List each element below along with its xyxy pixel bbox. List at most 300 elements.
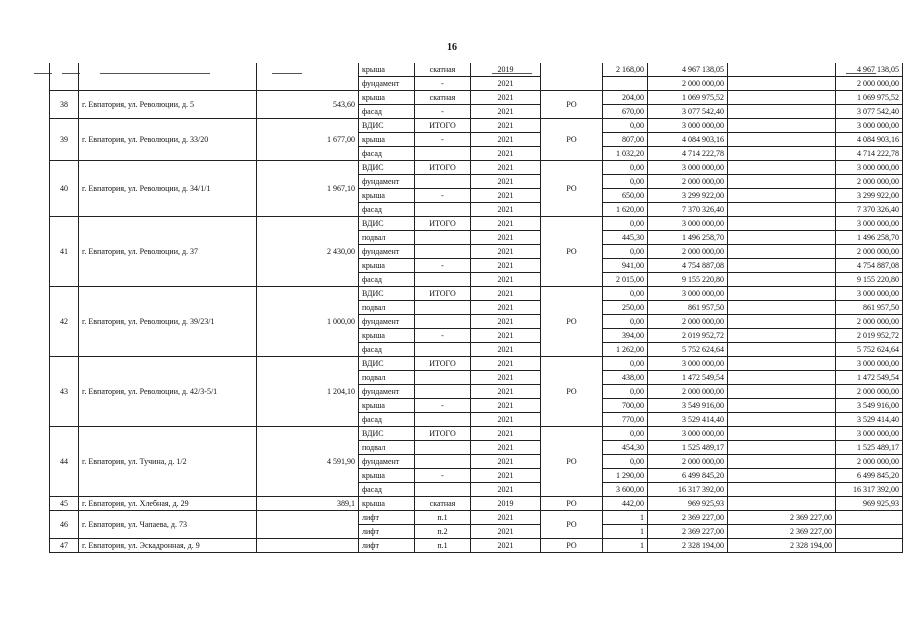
area-cell: 1 677,00 bbox=[257, 119, 359, 161]
year-cell: 2019 bbox=[471, 63, 541, 77]
year-cell: 2021 bbox=[471, 357, 541, 371]
total-cost-cell: 3 077 542,40 bbox=[836, 105, 903, 119]
method-cell: РО bbox=[541, 497, 603, 511]
work-subtype-cell: - bbox=[415, 133, 471, 147]
row-number-cell: 38 bbox=[50, 91, 79, 119]
volume-cell: 0,00 bbox=[603, 357, 648, 371]
extra-cost-cell bbox=[728, 399, 836, 413]
year-cell: 2021 bbox=[471, 385, 541, 399]
work-type-cell: фундамент bbox=[359, 77, 415, 91]
volume-cell: 0,00 bbox=[603, 287, 648, 301]
work-subtype-cell bbox=[415, 175, 471, 189]
total-cost-cell bbox=[836, 511, 903, 525]
work-type-cell: ВДИС bbox=[359, 357, 415, 371]
volume-cell: 0,00 bbox=[603, 175, 648, 189]
cost-cell: 3 529 414,40 bbox=[648, 413, 728, 427]
total-cost-cell: 1 069 975,52 bbox=[836, 91, 903, 105]
total-cost-cell: 1 525 489,17 bbox=[836, 441, 903, 455]
volume-cell: 442,00 bbox=[603, 497, 648, 511]
page-number: 16 bbox=[447, 42, 457, 53]
year-cell: 2021 bbox=[471, 119, 541, 133]
year-cell: 2021 bbox=[471, 175, 541, 189]
total-cost-cell: 16 317 392,00 bbox=[836, 483, 903, 497]
extra-cost-cell bbox=[728, 329, 836, 343]
work-type-cell: ВДИС bbox=[359, 161, 415, 175]
volume-cell: 1 bbox=[603, 539, 648, 553]
year-cell: 2021 bbox=[471, 259, 541, 273]
row-number-cell: 47 bbox=[50, 539, 79, 553]
work-subtype-cell: скатная bbox=[415, 497, 471, 511]
year-cell: 2021 bbox=[471, 133, 541, 147]
cost-cell: 3 077 542,40 bbox=[648, 105, 728, 119]
volume-cell: 0,00 bbox=[603, 455, 648, 469]
total-cost-cell: 969 925,93 bbox=[836, 497, 903, 511]
row-number-cell: 39 bbox=[50, 119, 79, 161]
cost-cell: 1 525 489,17 bbox=[648, 441, 728, 455]
year-cell: 2021 bbox=[471, 105, 541, 119]
work-type-cell: крыша bbox=[359, 63, 415, 77]
work-type-cell: крыша bbox=[359, 469, 415, 483]
capital-repair-table bbox=[49, 63, 903, 553]
work-type-cell: крыша bbox=[359, 91, 415, 105]
method-cell: РО bbox=[541, 119, 603, 161]
total-cost-cell: 3 000 000,00 bbox=[836, 357, 903, 371]
row-number-cell: 42 bbox=[50, 287, 79, 357]
work-type-cell: подвал bbox=[359, 371, 415, 385]
total-cost-cell: 3 000 000,00 bbox=[836, 161, 903, 175]
cost-cell: 969 925,93 bbox=[648, 497, 728, 511]
method-cell: РО bbox=[541, 287, 603, 357]
year-cell: 2021 bbox=[471, 455, 541, 469]
address-cell: г. Евпатория, ул. Революции, д. 5 bbox=[79, 91, 257, 119]
work-type-cell: крыша bbox=[359, 497, 415, 511]
work-subtype-cell bbox=[415, 273, 471, 287]
work-type-cell: крыша bbox=[359, 399, 415, 413]
table-row bbox=[50, 427, 903, 441]
extra-cost-cell bbox=[728, 469, 836, 483]
total-cost-cell: 4 754 887,08 bbox=[836, 259, 903, 273]
year-cell: 2021 bbox=[471, 483, 541, 497]
work-subtype-cell: ИТОГО bbox=[415, 217, 471, 231]
cost-cell: 4 967 138,05 bbox=[648, 63, 728, 77]
work-type-cell: фасад bbox=[359, 413, 415, 427]
year-cell: 2021 bbox=[471, 413, 541, 427]
table-row bbox=[50, 63, 903, 77]
extra-cost-cell bbox=[728, 357, 836, 371]
extra-cost-cell bbox=[728, 259, 836, 273]
cost-cell: 2 328 194,00 bbox=[648, 539, 728, 553]
volume-cell: 0,00 bbox=[603, 427, 648, 441]
work-type-cell: крыша bbox=[359, 329, 415, 343]
cost-cell: 861 957,50 bbox=[648, 301, 728, 315]
work-subtype-cell: ИТОГО bbox=[415, 357, 471, 371]
area-cell: 1 000,00 bbox=[257, 287, 359, 357]
volume-cell: 670,00 bbox=[603, 105, 648, 119]
address-cell: г. Евпатория, ул. Революции, д. 42/3-5/1 bbox=[79, 357, 257, 427]
work-type-cell: фундамент bbox=[359, 385, 415, 399]
extra-cost-cell bbox=[728, 273, 836, 287]
area-cell bbox=[257, 539, 359, 553]
volume-cell: 2 015,00 bbox=[603, 273, 648, 287]
work-type-cell: фундамент bbox=[359, 175, 415, 189]
table-row bbox=[50, 357, 903, 371]
extra-cost-cell: 2 369 227,00 bbox=[728, 525, 836, 539]
total-cost-cell: 2 000 000,00 bbox=[836, 455, 903, 469]
total-cost-cell: 2 000 000,00 bbox=[836, 77, 903, 91]
work-subtype-cell bbox=[415, 231, 471, 245]
method-cell: РО bbox=[541, 161, 603, 217]
work-subtype-cell: - bbox=[415, 329, 471, 343]
cost-cell: 2 019 952,72 bbox=[648, 329, 728, 343]
cost-cell: 3 000 000,00 bbox=[648, 287, 728, 301]
total-cost-cell: 2 019 952,72 bbox=[836, 329, 903, 343]
volume-cell: 454,30 bbox=[603, 441, 648, 455]
cost-cell: 2 000 000,00 bbox=[648, 77, 728, 91]
method-cell: РО bbox=[541, 539, 603, 553]
method-cell: РО bbox=[541, 357, 603, 427]
cost-cell: 4 754 887,08 bbox=[648, 259, 728, 273]
area-cell bbox=[257, 63, 359, 91]
volume-cell: 0,00 bbox=[603, 161, 648, 175]
method-cell: РО bbox=[541, 427, 603, 497]
work-type-cell: ВДИС bbox=[359, 119, 415, 133]
year-cell: 2021 bbox=[471, 343, 541, 357]
year-cell: 2021 bbox=[471, 77, 541, 91]
year-cell: 2021 bbox=[471, 245, 541, 259]
volume-cell bbox=[603, 77, 648, 91]
work-type-cell: ВДИС bbox=[359, 217, 415, 231]
extra-cost-cell bbox=[728, 441, 836, 455]
method-cell: РО bbox=[541, 91, 603, 119]
year-cell: 2021 bbox=[471, 189, 541, 203]
work-subtype-cell bbox=[415, 371, 471, 385]
total-cost-cell: 1 496 258,70 bbox=[836, 231, 903, 245]
work-type-cell: подвал bbox=[359, 441, 415, 455]
cost-cell: 16 317 392,00 bbox=[648, 483, 728, 497]
cost-cell: 3 000 000,00 bbox=[648, 119, 728, 133]
cost-cell: 2 000 000,00 bbox=[648, 315, 728, 329]
method-cell: РО bbox=[541, 217, 603, 287]
work-type-cell: фасад bbox=[359, 203, 415, 217]
year-cell: 2021 bbox=[471, 315, 541, 329]
total-cost-cell: 3 529 414,40 bbox=[836, 413, 903, 427]
volume-cell: 0,00 bbox=[603, 119, 648, 133]
cost-cell: 4 714 222,78 bbox=[648, 147, 728, 161]
extra-cost-cell bbox=[728, 287, 836, 301]
work-type-cell: фундамент bbox=[359, 315, 415, 329]
volume-cell: 250,00 bbox=[603, 301, 648, 315]
work-subtype-cell: п.1 bbox=[415, 539, 471, 553]
work-type-cell: крыша bbox=[359, 259, 415, 273]
cost-cell: 2 369 227,00 bbox=[648, 525, 728, 539]
area-cell bbox=[257, 511, 359, 539]
year-cell: 2021 bbox=[471, 147, 541, 161]
work-subtype-cell: - bbox=[415, 105, 471, 119]
total-cost-cell: 3 299 922,00 bbox=[836, 189, 903, 203]
cost-cell: 2 369 227,00 bbox=[648, 511, 728, 525]
year-cell: 2021 bbox=[471, 273, 541, 287]
total-cost-cell: 2 000 000,00 bbox=[836, 385, 903, 399]
work-type-cell: фасад bbox=[359, 483, 415, 497]
volume-cell: 0,00 bbox=[603, 245, 648, 259]
total-cost-cell: 861 957,50 bbox=[836, 301, 903, 315]
address-cell: г. Евпатория, ул. Эскадронная, д. 9 bbox=[79, 539, 257, 553]
year-cell: 2021 bbox=[471, 441, 541, 455]
row-number-cell: 46 bbox=[50, 511, 79, 539]
work-type-cell: лифт bbox=[359, 539, 415, 553]
work-subtype-cell: - bbox=[415, 259, 471, 273]
area-cell: 1 967,10 bbox=[257, 161, 359, 217]
total-cost-cell: 2 000 000,00 bbox=[836, 175, 903, 189]
work-subtype-cell bbox=[415, 147, 471, 161]
extra-cost-cell bbox=[728, 217, 836, 231]
row-number-cell bbox=[50, 63, 79, 91]
row-number-cell: 45 bbox=[50, 497, 79, 511]
total-cost-cell: 3 549 916,00 bbox=[836, 399, 903, 413]
cost-cell: 2 000 000,00 bbox=[648, 175, 728, 189]
total-cost-cell: 2 000 000,00 bbox=[836, 315, 903, 329]
year-cell: 2021 bbox=[471, 301, 541, 315]
work-subtype-cell: - bbox=[415, 77, 471, 91]
work-type-cell: фасад bbox=[359, 147, 415, 161]
work-type-cell: ВДИС bbox=[359, 427, 415, 441]
work-type-cell: лифт bbox=[359, 525, 415, 539]
cost-cell: 1 472 549,54 bbox=[648, 371, 728, 385]
area-cell: 389,1 bbox=[257, 497, 359, 511]
volume-cell: 941,00 bbox=[603, 259, 648, 273]
address-cell: г. Евпатория, ул. Революции, д. 39/23/1 bbox=[79, 287, 257, 357]
year-cell: 2021 bbox=[471, 329, 541, 343]
total-cost-cell: 1 472 549,54 bbox=[836, 371, 903, 385]
total-cost-cell: 3 000 000,00 bbox=[836, 119, 903, 133]
cost-cell: 3 000 000,00 bbox=[648, 357, 728, 371]
extra-cost-cell bbox=[728, 315, 836, 329]
table-body bbox=[50, 63, 903, 553]
work-subtype-cell: п.2 bbox=[415, 525, 471, 539]
cost-cell: 1 069 975,52 bbox=[648, 91, 728, 105]
work-subtype-cell bbox=[415, 483, 471, 497]
extra-cost-cell bbox=[728, 245, 836, 259]
work-subtype-cell bbox=[415, 245, 471, 259]
extra-cost-cell bbox=[728, 133, 836, 147]
work-subtype-cell: - bbox=[415, 469, 471, 483]
extra-cost-cell bbox=[728, 497, 836, 511]
work-type-cell: подвал bbox=[359, 301, 415, 315]
address-cell: г. Евпатория, ул. Революции, д. 34/1/1 bbox=[79, 161, 257, 217]
work-subtype-cell bbox=[415, 441, 471, 455]
work-subtype-cell bbox=[415, 413, 471, 427]
address-cell: г. Евпатория, ул. Революции, д. 33/20 bbox=[79, 119, 257, 161]
cost-cell: 2 000 000,00 bbox=[648, 385, 728, 399]
work-subtype-cell: п.1 bbox=[415, 511, 471, 525]
extra-cost-cell bbox=[728, 343, 836, 357]
table-row bbox=[50, 287, 903, 301]
year-cell: 2021 bbox=[471, 469, 541, 483]
work-subtype-cell: ИТОГО bbox=[415, 287, 471, 301]
cost-cell: 9 155 220,80 bbox=[648, 273, 728, 287]
year-cell: 2021 bbox=[471, 203, 541, 217]
cost-cell: 1 496 258,70 bbox=[648, 231, 728, 245]
extra-cost-cell bbox=[728, 301, 836, 315]
extra-cost-cell bbox=[728, 119, 836, 133]
total-cost-cell bbox=[836, 525, 903, 539]
work-subtype-cell: ИТОГО bbox=[415, 119, 471, 133]
table-row bbox=[50, 511, 903, 525]
extra-cost-cell bbox=[728, 91, 836, 105]
year-cell: 2021 bbox=[471, 511, 541, 525]
extra-cost-cell bbox=[728, 77, 836, 91]
extra-cost-cell bbox=[728, 189, 836, 203]
work-type-cell: лифт bbox=[359, 511, 415, 525]
area-cell: 543,60 bbox=[257, 91, 359, 119]
work-type-cell: фасад bbox=[359, 105, 415, 119]
work-subtype-cell bbox=[415, 301, 471, 315]
extra-cost-cell bbox=[728, 63, 836, 77]
volume-cell: 394,00 bbox=[603, 329, 648, 343]
extra-cost-cell: 2 328 194,00 bbox=[728, 539, 836, 553]
address-cell: г. Евпатория, ул. Тучина, д. 1/2 bbox=[79, 427, 257, 497]
work-type-cell: подвал bbox=[359, 231, 415, 245]
work-type-cell: ВДИС bbox=[359, 287, 415, 301]
work-subtype-cell bbox=[415, 343, 471, 357]
volume-cell: 438,00 bbox=[603, 371, 648, 385]
work-type-cell: крыша bbox=[359, 189, 415, 203]
row-number-cell: 40 bbox=[50, 161, 79, 217]
total-cost-cell bbox=[836, 539, 903, 553]
table-row bbox=[50, 119, 903, 133]
extra-cost-cell bbox=[728, 413, 836, 427]
volume-cell: 1 bbox=[603, 525, 648, 539]
volume-cell: 0,00 bbox=[603, 217, 648, 231]
volume-cell: 1 620,00 bbox=[603, 203, 648, 217]
work-subtype-cell: ИТОГО bbox=[415, 427, 471, 441]
extra-cost-cell bbox=[728, 371, 836, 385]
address-cell: г. Евпатория, ул. Революции, д. 37 bbox=[79, 217, 257, 287]
cost-cell: 3 000 000,00 bbox=[648, 217, 728, 231]
volume-cell: 0,00 bbox=[603, 385, 648, 399]
volume-cell: 1 bbox=[603, 511, 648, 525]
volume-cell: 807,00 bbox=[603, 133, 648, 147]
year-cell: 2021 bbox=[471, 161, 541, 175]
row-number-cell: 43 bbox=[50, 357, 79, 427]
year-cell: 2021 bbox=[471, 91, 541, 105]
year-cell: 2021 bbox=[471, 539, 541, 553]
table-row bbox=[50, 217, 903, 231]
year-cell: 2021 bbox=[471, 525, 541, 539]
extra-cost-cell bbox=[728, 161, 836, 175]
cost-cell: 5 752 624,64 bbox=[648, 343, 728, 357]
total-cost-cell: 4 714 222,78 bbox=[836, 147, 903, 161]
volume-cell: 0,00 bbox=[603, 315, 648, 329]
extra-cost-cell bbox=[728, 231, 836, 245]
volume-cell: 1 290,00 bbox=[603, 469, 648, 483]
extra-cost-cell bbox=[728, 147, 836, 161]
work-type-cell: фасад bbox=[359, 343, 415, 357]
area-cell: 2 430,00 bbox=[257, 217, 359, 287]
cost-cell: 7 370 326,40 bbox=[648, 203, 728, 217]
area-cell: 4 591,90 bbox=[257, 427, 359, 497]
area-cell: 1 204,10 bbox=[257, 357, 359, 427]
method-cell: РО bbox=[541, 511, 603, 539]
total-cost-cell: 3 000 000,00 bbox=[836, 427, 903, 441]
cost-cell: 4 084 903,16 bbox=[648, 133, 728, 147]
cost-cell: 3 000 000,00 bbox=[648, 427, 728, 441]
total-cost-cell: 4 084 903,16 bbox=[836, 133, 903, 147]
volume-cell: 2 168,00 bbox=[603, 63, 648, 77]
extra-cost-cell: 2 369 227,00 bbox=[728, 511, 836, 525]
extra-cost-cell bbox=[728, 483, 836, 497]
cost-cell: 3 000 000,00 bbox=[648, 161, 728, 175]
volume-cell: 1 262,00 bbox=[603, 343, 648, 357]
extra-cost-cell bbox=[728, 385, 836, 399]
row-number-cell: 44 bbox=[50, 427, 79, 497]
table-row bbox=[50, 539, 903, 553]
cost-cell: 2 000 000,00 bbox=[648, 245, 728, 259]
volume-cell: 204,00 bbox=[603, 91, 648, 105]
table-row bbox=[50, 497, 903, 511]
work-subtype-cell: - bbox=[415, 189, 471, 203]
work-subtype-cell bbox=[415, 385, 471, 399]
cost-cell: 2 000 000,00 bbox=[648, 455, 728, 469]
total-cost-cell: 7 370 326,40 bbox=[836, 203, 903, 217]
volume-cell: 445,30 bbox=[603, 231, 648, 245]
cost-cell: 3 299 922,00 bbox=[648, 189, 728, 203]
total-cost-cell: 6 499 845,20 bbox=[836, 469, 903, 483]
year-cell: 2021 bbox=[471, 231, 541, 245]
total-cost-cell: 9 155 220,80 bbox=[836, 273, 903, 287]
work-subtype-cell bbox=[415, 315, 471, 329]
work-subtype-cell: ИТОГО bbox=[415, 161, 471, 175]
total-cost-cell: 4 967 138,05 bbox=[836, 63, 903, 77]
volume-cell: 3 600,00 bbox=[603, 483, 648, 497]
extra-cost-cell bbox=[728, 455, 836, 469]
total-cost-cell: 3 000 000,00 bbox=[836, 217, 903, 231]
extra-cost-cell bbox=[728, 203, 836, 217]
total-cost-cell: 2 000 000,00 bbox=[836, 245, 903, 259]
work-type-cell: фасад bbox=[359, 273, 415, 287]
work-type-cell: фундамент bbox=[359, 245, 415, 259]
work-subtype-cell: скатная bbox=[415, 63, 471, 77]
volume-cell: 1 032,20 bbox=[603, 147, 648, 161]
table-row bbox=[50, 161, 903, 175]
volume-cell: 650,00 bbox=[603, 189, 648, 203]
year-cell: 2019 bbox=[471, 497, 541, 511]
total-cost-cell: 3 000 000,00 bbox=[836, 287, 903, 301]
year-cell: 2021 bbox=[471, 399, 541, 413]
total-cost-cell: 5 752 624,64 bbox=[836, 343, 903, 357]
extra-cost-cell bbox=[728, 427, 836, 441]
work-type-cell: фундамент bbox=[359, 455, 415, 469]
table-row bbox=[50, 91, 903, 105]
address-cell: г. Евпатория, ул. Хлебная, д. 29 bbox=[79, 497, 257, 511]
work-subtype-cell bbox=[415, 455, 471, 469]
address-cell bbox=[79, 63, 257, 91]
row-number-cell: 41 bbox=[50, 217, 79, 287]
volume-cell: 700,00 bbox=[603, 399, 648, 413]
cost-cell: 3 549 916,00 bbox=[648, 399, 728, 413]
work-subtype-cell: скатная bbox=[415, 91, 471, 105]
work-subtype-cell: - bbox=[415, 399, 471, 413]
extra-cost-cell bbox=[728, 105, 836, 119]
method-cell bbox=[541, 63, 603, 91]
year-cell: 2021 bbox=[471, 371, 541, 385]
year-cell: 2021 bbox=[471, 427, 541, 441]
cost-cell: 6 499 845,20 bbox=[648, 469, 728, 483]
work-type-cell: крыша bbox=[359, 133, 415, 147]
year-cell: 2021 bbox=[471, 287, 541, 301]
address-cell: г. Евпатория, ул. Чапаева, д. 73 bbox=[79, 511, 257, 539]
year-cell: 2021 bbox=[471, 217, 541, 231]
